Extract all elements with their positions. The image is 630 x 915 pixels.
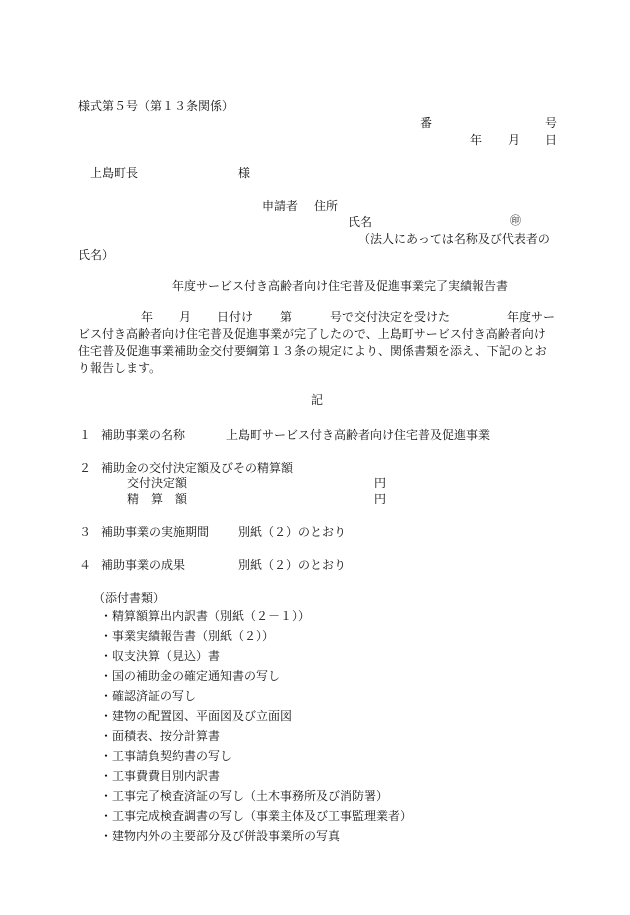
attachment-item: ・工事完成検査調書の写し（事業主体及び工事監理業者） xyxy=(100,809,413,823)
section-value: 別紙（２）のとおり xyxy=(238,525,347,539)
seal-mark: ㊞ xyxy=(510,214,521,227)
body-year: 年 xyxy=(141,310,154,324)
body-dai: 第 xyxy=(280,310,293,324)
ki-heading: 記 xyxy=(311,393,324,407)
attachment-item: ・事業実績報告書（別紙（２）） xyxy=(100,629,275,643)
form-number: 様式第５号（第１３条関係） xyxy=(78,99,235,113)
yen-unit: 円 xyxy=(374,492,387,506)
section-value: 上島町サービス付き高齢者向け住宅普及促進事業 xyxy=(226,428,491,442)
section-label: 補助事業の実施期間 xyxy=(101,525,210,539)
addressee-honorific: 様 xyxy=(238,166,251,180)
date-year-label: 年 xyxy=(470,133,483,147)
address-label: 住所 xyxy=(314,199,339,213)
document-number-go: 号 xyxy=(545,116,558,130)
applicant-label: 申請者 xyxy=(262,199,299,213)
body-line-2: ビス付き高齢者向け住宅普及促進事業が完了したので、上島町サービス付き高齢者向け xyxy=(78,327,546,341)
attachment-item: ・工事費費目別内訳書 xyxy=(100,769,221,783)
attachment-item: ・面積表、按分計算書 xyxy=(100,729,221,743)
section-label: 補助金の交付決定額及びその精算額 xyxy=(101,461,294,475)
attachment-item: ・建物内外の主要部分及び併設事業所の写真 xyxy=(100,829,341,843)
addressee-name: 上島町長 xyxy=(90,166,139,180)
section-number: ２ xyxy=(79,461,92,475)
section-value: 別紙（２）のとおり xyxy=(238,558,347,572)
attachment-item: ・収支決算（見込）書 xyxy=(100,649,221,663)
section-label: 補助事業の名称 xyxy=(101,428,186,442)
body-go: 号で交付決定を受けた xyxy=(330,310,451,324)
attachment-item: ・建物の配置図、平面図及び立面図 xyxy=(100,709,293,723)
corporation-note-line2: 氏名） xyxy=(78,248,115,262)
section-label: 補助事業の成果 xyxy=(101,558,186,572)
section-number: １ xyxy=(79,428,92,442)
name-label: 氏名 xyxy=(348,215,373,229)
attachment-item: ・工事完了検査済証の写し（土木事務所及び消防署） xyxy=(100,789,389,803)
document-number-ban: 番 xyxy=(420,116,433,130)
body-nendo: 年度サー xyxy=(507,310,556,324)
body-line-4: り報告します。 xyxy=(78,361,162,375)
attachment-item: ・工事請負契約書の写し xyxy=(100,749,233,763)
corporation-note-line1: （法人にあっては名称及び代表者の xyxy=(358,232,550,246)
report-title: 年度サービス付き高齢者向け住宅普及促進事業完了実績報告書 xyxy=(172,279,509,293)
body-date: 日付け xyxy=(217,310,254,324)
attachments-heading: （添付書類） xyxy=(93,591,166,605)
settlement-amount-label: 精 算 額 xyxy=(127,492,188,506)
attachment-item: ・国の補助金の確定通知書の写し xyxy=(100,669,281,683)
attachment-item: ・精算額算出内訳書（別紙（２－１）） xyxy=(100,609,311,623)
section-number: ４ xyxy=(79,558,92,572)
grant-decision-amount-label: 交付決定額 xyxy=(127,476,188,490)
body-month: 月 xyxy=(179,310,192,324)
section-number: ３ xyxy=(79,525,92,539)
date-month-label: 月 xyxy=(508,133,521,147)
yen-unit: 円 xyxy=(374,476,387,490)
body-line-3: 住宅普及促進事業補助金交付要綱第１３条の規定により、関係書類を添え、下記のとお xyxy=(78,344,547,358)
date-day-label: 日 xyxy=(545,133,558,147)
attachment-item: ・確認済証の写し xyxy=(100,689,197,703)
